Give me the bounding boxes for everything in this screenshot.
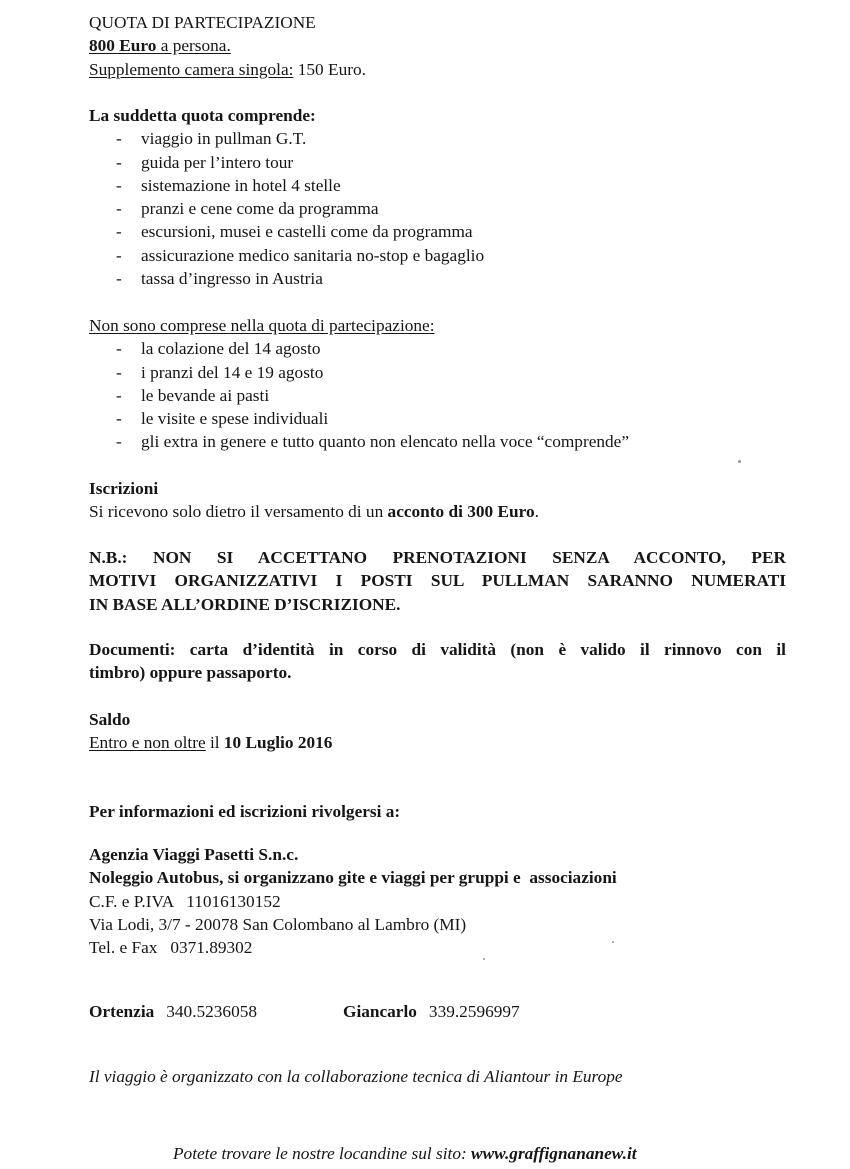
contact-giancarlo — [343, 1000, 520, 1023]
list-item: - tassa d’ingresso in Austria — [89, 267, 789, 290]
contact-phone: 339.2596997 — [428, 1002, 520, 1021]
contact-name: Giancarlo — [343, 1002, 417, 1021]
excludes-heading: Non sono comprese nella quota di partecipazione: — [89, 316, 435, 335]
excludes-list — [89, 337, 789, 453]
list-item: - gli extra in genere e tutto quanto non elencato nella voce “comprende” — [89, 430, 789, 453]
info-heading: Per informazioni ed iscrizioni rivolgersi a: — [89, 802, 401, 821]
includes-heading: La suddetta quota comprende: — [89, 106, 316, 125]
nb-line-3: IN BASE ALL’ORDINE D’ISCRIZIONE. — [89, 594, 401, 614]
iscrizioni-section — [89, 477, 789, 524]
saldo-heading: Saldo — [89, 710, 131, 729]
single-supplement-line — [89, 58, 789, 81]
list-item: - guida per l’intero tour — [89, 151, 789, 174]
documenti-line-1: Documenti: carta d’identità in corso di validità (non è valido il rinnovo con il — [89, 640, 786, 659]
website-text: Potete trovare le nostre locandine sul sito: — [173, 1144, 472, 1163]
list-item: - viaggio in pullman G.T. — [89, 127, 789, 150]
iscrizioni-end: . — [534, 502, 539, 522]
iscrizioni-heading: Iscrizioni — [89, 479, 159, 498]
scan-speck — [738, 460, 741, 463]
documenti-section — [89, 638, 786, 685]
agency-name: Agenzia Viaggi Pasetti S.n.c. — [89, 845, 299, 864]
quota-heading: QUOTA DI PARTECIPAZIONE — [89, 13, 316, 32]
includes-section — [89, 104, 789, 290]
saldo-middle: il — [205, 733, 224, 753]
contact-name: Ortenzia — [89, 1002, 155, 1021]
quota-price-suffix: a persona. — [156, 36, 231, 56]
quota-price: 800 Euro — [89, 36, 157, 56]
agency-block — [89, 843, 789, 959]
nb-notice — [89, 546, 786, 616]
quota-price-line — [89, 34, 789, 57]
list-item: - i pranzi del 14 e 19 agosto — [89, 361, 789, 384]
list-item: - escursioni, musei e castelli come da programma — [89, 220, 789, 243]
agency-address: Via Lodi, 3/7 - 20078 San Colombano al Lambro (MI) — [89, 914, 467, 934]
quota-section — [89, 11, 789, 81]
agency-tagline: Noleggio Autobus, si organizzano gite e viaggi per gruppi e associazioni — [89, 868, 617, 888]
nb-line-2: MOTIVI ORGANIZZATIVI I POSTI SUL PULLMAN SARANNO NUMERATI — [89, 571, 786, 591]
iscrizioni-text-line — [89, 500, 789, 523]
excludes-section — [89, 314, 789, 454]
list-item: - le bevande ai pasti — [89, 384, 789, 407]
website-line — [173, 1142, 637, 1165]
website-link[interactable]: www.graffignananew.it — [471, 1144, 637, 1163]
list-item: - sistemazione in hotel 4 stelle — [89, 174, 789, 197]
iscrizioni-text: Si ricevono solo dietro il versamento di un — [89, 502, 388, 522]
organizer-note: Il viaggio è organizzato con la collaborazione tecnica di Aliantour in Europe — [89, 1067, 623, 1086]
saldo-date: 10 Luglio 2016 — [223, 733, 333, 753]
saldo-line — [89, 731, 789, 754]
single-supplement-value: 150 Euro. — [293, 59, 366, 79]
saldo-prefix: Entro e non oltre — [89, 733, 206, 753]
scan-speck — [612, 941, 614, 943]
agency-phone: Tel. e Fax 0371.89302 — [89, 938, 253, 958]
deposit-amount: acconto di 300 Euro — [387, 502, 535, 522]
documenti-line-2: timbro) oppure passaporto. — [89, 663, 292, 683]
saldo-section — [89, 708, 789, 755]
list-item: - pranzi e cene come da programma — [89, 197, 789, 220]
list-item: - le visite e spese individuali — [89, 407, 789, 430]
list-item: - assicurazione medico sanitaria no-stop e bagaglio — [89, 244, 789, 267]
agency-vat: C.F. e P.IVA 11016130152 — [89, 891, 281, 911]
includes-list — [89, 127, 789, 290]
contact-phone: 340.5236058 — [166, 1002, 257, 1021]
single-supplement-label: Supplemento camera singola: — [89, 59, 294, 79]
contact-ortenzia — [89, 1000, 257, 1023]
nb-line-1: N.B.: NON SI ACCETTANO PRENOTAZIONI SENZA ACCONTO, PER — [89, 548, 786, 567]
list-item: - la colazione del 14 agosto — [89, 337, 789, 360]
scan-speck — [483, 958, 485, 960]
